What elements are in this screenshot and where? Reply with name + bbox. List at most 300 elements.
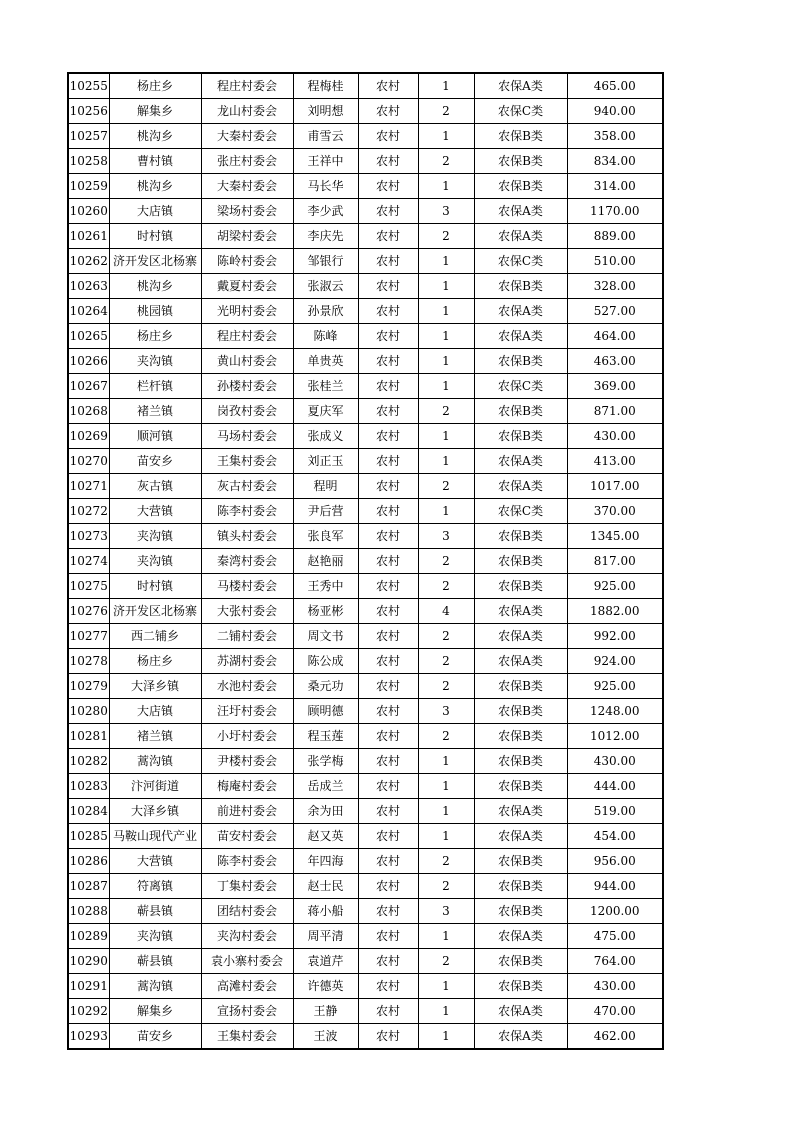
table-row bbox=[68, 924, 663, 949]
name-cell: 蒋小船 bbox=[293, 899, 358, 924]
type-cell: 农村 bbox=[358, 649, 418, 674]
count-cell: 3 bbox=[418, 899, 474, 924]
name-cell: 李少武 bbox=[293, 199, 358, 224]
village-cell: 梅庵村委会 bbox=[201, 774, 293, 799]
table-body bbox=[68, 73, 663, 1049]
amount-cell: 1345.00 bbox=[567, 524, 663, 549]
name-cell: 单贵英 bbox=[293, 349, 358, 374]
category-cell: 农保B类 bbox=[474, 574, 567, 599]
amount-cell: 924.00 bbox=[567, 649, 663, 674]
table-row bbox=[68, 574, 663, 599]
category-cell: 农保B类 bbox=[474, 724, 567, 749]
category-cell: 农保B类 bbox=[474, 424, 567, 449]
name-cell: 年四海 bbox=[293, 849, 358, 874]
name-cell: 周文书 bbox=[293, 624, 358, 649]
category-cell: 农保B类 bbox=[474, 899, 567, 924]
town-cell: 栏杆镇 bbox=[109, 374, 201, 399]
count-cell: 1 bbox=[418, 1024, 474, 1050]
category-cell: 农保A类 bbox=[474, 824, 567, 849]
count-cell: 1 bbox=[418, 999, 474, 1024]
amount-cell: 430.00 bbox=[567, 749, 663, 774]
category-cell: 农保B类 bbox=[474, 399, 567, 424]
name-cell: 甫雪云 bbox=[293, 124, 358, 149]
name-cell: 程梅桂 bbox=[293, 73, 358, 99]
type-cell: 农村 bbox=[358, 274, 418, 299]
amount-cell: 834.00 bbox=[567, 149, 663, 174]
amount-cell: 1012.00 bbox=[567, 724, 663, 749]
village-cell: 程庄村委会 bbox=[201, 324, 293, 349]
table-row bbox=[68, 349, 663, 374]
count-cell: 4 bbox=[418, 599, 474, 624]
row-id: 10262 bbox=[68, 249, 109, 274]
town-cell: 汴河街道 bbox=[109, 774, 201, 799]
town-cell: 桃沟乡 bbox=[109, 124, 201, 149]
type-cell: 农村 bbox=[358, 424, 418, 449]
category-cell: 农保B类 bbox=[474, 349, 567, 374]
amount-cell: 1200.00 bbox=[567, 899, 663, 924]
category-cell: 农保A类 bbox=[474, 649, 567, 674]
amount-cell: 510.00 bbox=[567, 249, 663, 274]
town-cell: 杨庄乡 bbox=[109, 649, 201, 674]
row-id: 10270 bbox=[68, 449, 109, 474]
type-cell: 农村 bbox=[358, 874, 418, 899]
table-row bbox=[68, 874, 663, 899]
type-cell: 农村 bbox=[358, 99, 418, 124]
row-id: 10273 bbox=[68, 524, 109, 549]
amount-cell: 462.00 bbox=[567, 1024, 663, 1050]
category-cell: 农保B类 bbox=[474, 174, 567, 199]
row-id: 10289 bbox=[68, 924, 109, 949]
table-row bbox=[68, 799, 663, 824]
count-cell: 1 bbox=[418, 249, 474, 274]
village-cell: 戴夏村委会 bbox=[201, 274, 293, 299]
category-cell: 农保A类 bbox=[474, 474, 567, 499]
town-cell: 蕲县镇 bbox=[109, 949, 201, 974]
table-row bbox=[68, 424, 663, 449]
row-id: 10293 bbox=[68, 1024, 109, 1050]
village-cell: 前进村委会 bbox=[201, 799, 293, 824]
town-cell: 夹沟镇 bbox=[109, 349, 201, 374]
count-cell: 1 bbox=[418, 299, 474, 324]
town-cell: 桃园镇 bbox=[109, 299, 201, 324]
row-id: 10282 bbox=[68, 749, 109, 774]
category-cell: 农保B类 bbox=[474, 849, 567, 874]
amount-cell: 527.00 bbox=[567, 299, 663, 324]
count-cell: 1 bbox=[418, 974, 474, 999]
type-cell: 农村 bbox=[358, 149, 418, 174]
town-cell: 时村镇 bbox=[109, 224, 201, 249]
village-cell: 大张村委会 bbox=[201, 599, 293, 624]
village-cell: 灰古村委会 bbox=[201, 474, 293, 499]
row-id: 10267 bbox=[68, 374, 109, 399]
count-cell: 2 bbox=[418, 399, 474, 424]
name-cell: 程玉莲 bbox=[293, 724, 358, 749]
name-cell: 尹后营 bbox=[293, 499, 358, 524]
category-cell: 农保A类 bbox=[474, 224, 567, 249]
name-cell: 赵艳丽 bbox=[293, 549, 358, 574]
count-cell: 1 bbox=[418, 349, 474, 374]
row-id: 10292 bbox=[68, 999, 109, 1024]
amount-cell: 944.00 bbox=[567, 874, 663, 899]
row-id: 10281 bbox=[68, 724, 109, 749]
amount-cell: 925.00 bbox=[567, 674, 663, 699]
village-cell: 大秦村委会 bbox=[201, 174, 293, 199]
type-cell: 农村 bbox=[358, 499, 418, 524]
data-table bbox=[67, 72, 664, 1050]
name-cell: 刘明想 bbox=[293, 99, 358, 124]
amount-cell: 817.00 bbox=[567, 549, 663, 574]
town-cell: 济开发区北杨寨 bbox=[109, 599, 201, 624]
count-cell: 2 bbox=[418, 674, 474, 699]
count-cell: 1 bbox=[418, 499, 474, 524]
category-cell: 农保A类 bbox=[474, 599, 567, 624]
category-cell: 农保B类 bbox=[474, 749, 567, 774]
town-cell: 解集乡 bbox=[109, 99, 201, 124]
town-cell: 灰古镇 bbox=[109, 474, 201, 499]
amount-cell: 956.00 bbox=[567, 849, 663, 874]
name-cell: 赵又英 bbox=[293, 824, 358, 849]
type-cell: 农村 bbox=[358, 199, 418, 224]
type-cell: 农村 bbox=[358, 724, 418, 749]
amount-cell: 470.00 bbox=[567, 999, 663, 1024]
village-cell: 夹沟村委会 bbox=[201, 924, 293, 949]
name-cell: 杨亚彬 bbox=[293, 599, 358, 624]
name-cell: 张桂兰 bbox=[293, 374, 358, 399]
village-cell: 陈李村委会 bbox=[201, 849, 293, 874]
category-cell: 农保B类 bbox=[474, 974, 567, 999]
table-row bbox=[68, 949, 663, 974]
table-row bbox=[68, 749, 663, 774]
row-id: 10268 bbox=[68, 399, 109, 424]
type-cell: 农村 bbox=[358, 849, 418, 874]
category-cell: 农保B类 bbox=[474, 124, 567, 149]
type-cell: 农村 bbox=[358, 999, 418, 1024]
town-cell: 蒿沟镇 bbox=[109, 974, 201, 999]
row-id: 10263 bbox=[68, 274, 109, 299]
table-row bbox=[68, 99, 663, 124]
name-cell: 邹银行 bbox=[293, 249, 358, 274]
count-cell: 2 bbox=[418, 724, 474, 749]
type-cell: 农村 bbox=[358, 299, 418, 324]
village-cell: 高滩村委会 bbox=[201, 974, 293, 999]
village-cell: 团结村委会 bbox=[201, 899, 293, 924]
village-cell: 张庄村委会 bbox=[201, 149, 293, 174]
town-cell: 顺河镇 bbox=[109, 424, 201, 449]
amount-cell: 454.00 bbox=[567, 824, 663, 849]
row-id: 10258 bbox=[68, 149, 109, 174]
count-cell: 3 bbox=[418, 699, 474, 724]
village-cell: 光明村委会 bbox=[201, 299, 293, 324]
type-cell: 农村 bbox=[358, 174, 418, 199]
count-cell: 1 bbox=[418, 449, 474, 474]
row-id: 10255 bbox=[68, 73, 109, 99]
category-cell: 农保A类 bbox=[474, 299, 567, 324]
town-cell: 符离镇 bbox=[109, 874, 201, 899]
category-cell: 农保A类 bbox=[474, 73, 567, 99]
type-cell: 农村 bbox=[358, 374, 418, 399]
village-cell: 袁小寨村委会 bbox=[201, 949, 293, 974]
type-cell: 农村 bbox=[358, 349, 418, 374]
count-cell: 3 bbox=[418, 199, 474, 224]
row-id: 10256 bbox=[68, 99, 109, 124]
type-cell: 农村 bbox=[358, 474, 418, 499]
type-cell: 农村 bbox=[358, 974, 418, 999]
type-cell: 农村 bbox=[358, 524, 418, 549]
table-row bbox=[68, 599, 663, 624]
table-row bbox=[68, 974, 663, 999]
table-row bbox=[68, 299, 663, 324]
row-id: 10261 bbox=[68, 224, 109, 249]
village-cell: 马场村委会 bbox=[201, 424, 293, 449]
village-cell: 丁集村委会 bbox=[201, 874, 293, 899]
name-cell: 桑元功 bbox=[293, 674, 358, 699]
type-cell: 农村 bbox=[358, 924, 418, 949]
town-cell: 苗安乡 bbox=[109, 449, 201, 474]
count-cell: 1 bbox=[418, 274, 474, 299]
table-row bbox=[68, 824, 663, 849]
count-cell: 1 bbox=[418, 774, 474, 799]
row-id: 10259 bbox=[68, 174, 109, 199]
name-cell: 张学梅 bbox=[293, 749, 358, 774]
name-cell: 孙景欣 bbox=[293, 299, 358, 324]
amount-cell: 519.00 bbox=[567, 799, 663, 824]
count-cell: 1 bbox=[418, 924, 474, 949]
count-cell: 2 bbox=[418, 149, 474, 174]
category-cell: 农保B类 bbox=[474, 524, 567, 549]
amount-cell: 444.00 bbox=[567, 774, 663, 799]
town-cell: 大泽乡镇 bbox=[109, 799, 201, 824]
count-cell: 2 bbox=[418, 874, 474, 899]
table-row bbox=[68, 774, 663, 799]
name-cell: 陈公成 bbox=[293, 649, 358, 674]
town-cell: 时村镇 bbox=[109, 574, 201, 599]
table-row bbox=[68, 849, 663, 874]
table-row bbox=[68, 374, 663, 399]
count-cell: 3 bbox=[418, 524, 474, 549]
category-cell: 农保C类 bbox=[474, 249, 567, 274]
town-cell: 蒿沟镇 bbox=[109, 749, 201, 774]
type-cell: 农村 bbox=[358, 824, 418, 849]
name-cell: 马长华 bbox=[293, 174, 358, 199]
amount-cell: 413.00 bbox=[567, 449, 663, 474]
town-cell: 桃沟乡 bbox=[109, 174, 201, 199]
count-cell: 2 bbox=[418, 849, 474, 874]
count-cell: 1 bbox=[418, 73, 474, 99]
count-cell: 1 bbox=[418, 124, 474, 149]
table-row bbox=[68, 899, 663, 924]
type-cell: 农村 bbox=[358, 624, 418, 649]
type-cell: 农村 bbox=[358, 949, 418, 974]
town-cell: 蕲县镇 bbox=[109, 899, 201, 924]
table-row bbox=[68, 1024, 663, 1050]
category-cell: 农保A类 bbox=[474, 999, 567, 1024]
amount-cell: 940.00 bbox=[567, 99, 663, 124]
town-cell: 大泽乡镇 bbox=[109, 674, 201, 699]
town-cell: 西二铺乡 bbox=[109, 624, 201, 649]
village-cell: 王集村委会 bbox=[201, 449, 293, 474]
row-id: 10265 bbox=[68, 324, 109, 349]
town-cell: 曹村镇 bbox=[109, 149, 201, 174]
type-cell: 农村 bbox=[358, 674, 418, 699]
village-cell: 尹楼村委会 bbox=[201, 749, 293, 774]
row-id: 10271 bbox=[68, 474, 109, 499]
name-cell: 王秀中 bbox=[293, 574, 358, 599]
type-cell: 农村 bbox=[358, 449, 418, 474]
amount-cell: 871.00 bbox=[567, 399, 663, 424]
row-id: 10276 bbox=[68, 599, 109, 624]
category-cell: 农保B类 bbox=[474, 149, 567, 174]
count-cell: 2 bbox=[418, 474, 474, 499]
type-cell: 农村 bbox=[358, 249, 418, 274]
category-cell: 农保B类 bbox=[474, 549, 567, 574]
name-cell: 余为田 bbox=[293, 799, 358, 824]
row-id: 10269 bbox=[68, 424, 109, 449]
category-cell: 农保B类 bbox=[474, 699, 567, 724]
amount-cell: 475.00 bbox=[567, 924, 663, 949]
category-cell: 农保C类 bbox=[474, 499, 567, 524]
category-cell: 农保B类 bbox=[474, 274, 567, 299]
row-id: 10278 bbox=[68, 649, 109, 674]
name-cell: 张良军 bbox=[293, 524, 358, 549]
category-cell: 农保A类 bbox=[474, 449, 567, 474]
category-cell: 农保A类 bbox=[474, 199, 567, 224]
town-cell: 杨庄乡 bbox=[109, 73, 201, 99]
name-cell: 张成义 bbox=[293, 424, 358, 449]
count-cell: 2 bbox=[418, 549, 474, 574]
amount-cell: 1248.00 bbox=[567, 699, 663, 724]
category-cell: 农保A类 bbox=[474, 324, 567, 349]
count-cell: 2 bbox=[418, 649, 474, 674]
town-cell: 济开发区北杨寨 bbox=[109, 249, 201, 274]
type-cell: 农村 bbox=[358, 549, 418, 574]
village-cell: 小圩村委会 bbox=[201, 724, 293, 749]
village-cell: 大秦村委会 bbox=[201, 124, 293, 149]
count-cell: 1 bbox=[418, 799, 474, 824]
row-id: 10277 bbox=[68, 624, 109, 649]
category-cell: 农保A类 bbox=[474, 799, 567, 824]
table-row bbox=[68, 724, 663, 749]
village-cell: 黄山村委会 bbox=[201, 349, 293, 374]
amount-cell: 370.00 bbox=[567, 499, 663, 524]
category-cell: 农保A类 bbox=[474, 924, 567, 949]
type-cell: 农村 bbox=[358, 699, 418, 724]
count-cell: 1 bbox=[418, 174, 474, 199]
town-cell: 苗安乡 bbox=[109, 1024, 201, 1050]
town-cell: 桃沟乡 bbox=[109, 274, 201, 299]
type-cell: 农村 bbox=[358, 1024, 418, 1050]
row-id: 10275 bbox=[68, 574, 109, 599]
village-cell: 陈李村委会 bbox=[201, 499, 293, 524]
amount-cell: 430.00 bbox=[567, 424, 663, 449]
row-id: 10286 bbox=[68, 849, 109, 874]
row-id: 10257 bbox=[68, 124, 109, 149]
type-cell: 农村 bbox=[358, 399, 418, 424]
name-cell: 许德英 bbox=[293, 974, 358, 999]
row-id: 10290 bbox=[68, 949, 109, 974]
table-row bbox=[68, 124, 663, 149]
count-cell: 1 bbox=[418, 824, 474, 849]
table-row bbox=[68, 474, 663, 499]
amount-cell: 465.00 bbox=[567, 73, 663, 99]
count-cell: 1 bbox=[418, 374, 474, 399]
name-cell: 陈峰 bbox=[293, 324, 358, 349]
count-cell: 1 bbox=[418, 424, 474, 449]
town-cell: 褚兰镇 bbox=[109, 399, 201, 424]
category-cell: 农保B类 bbox=[474, 874, 567, 899]
town-cell: 褚兰镇 bbox=[109, 724, 201, 749]
town-cell: 马鞍山现代产业 bbox=[109, 824, 201, 849]
name-cell: 张淑云 bbox=[293, 274, 358, 299]
count-cell: 2 bbox=[418, 574, 474, 599]
name-cell: 赵士民 bbox=[293, 874, 358, 899]
name-cell: 刘正玉 bbox=[293, 449, 358, 474]
table-row bbox=[68, 449, 663, 474]
table-row bbox=[68, 699, 663, 724]
name-cell: 王祥中 bbox=[293, 149, 358, 174]
amount-cell: 1170.00 bbox=[567, 199, 663, 224]
row-id: 10280 bbox=[68, 699, 109, 724]
village-cell: 汪圩村委会 bbox=[201, 699, 293, 724]
type-cell: 农村 bbox=[358, 574, 418, 599]
amount-cell: 464.00 bbox=[567, 324, 663, 349]
table-row bbox=[68, 674, 663, 699]
village-cell: 程庄村委会 bbox=[201, 73, 293, 99]
village-cell: 马楼村委会 bbox=[201, 574, 293, 599]
village-cell: 王集村委会 bbox=[201, 1024, 293, 1050]
name-cell: 岳成兰 bbox=[293, 774, 358, 799]
village-cell: 岗孜村委会 bbox=[201, 399, 293, 424]
table-row bbox=[68, 199, 663, 224]
amount-cell: 992.00 bbox=[567, 624, 663, 649]
amount-cell: 369.00 bbox=[567, 374, 663, 399]
village-cell: 陈岭村委会 bbox=[201, 249, 293, 274]
amount-cell: 314.00 bbox=[567, 174, 663, 199]
town-cell: 大店镇 bbox=[109, 699, 201, 724]
table-row bbox=[68, 274, 663, 299]
type-cell: 农村 bbox=[358, 73, 418, 99]
table-row bbox=[68, 174, 663, 199]
town-cell: 夹沟镇 bbox=[109, 924, 201, 949]
table-row bbox=[68, 624, 663, 649]
town-cell: 大营镇 bbox=[109, 499, 201, 524]
table-row bbox=[68, 649, 663, 674]
type-cell: 农村 bbox=[358, 749, 418, 774]
village-cell: 水池村委会 bbox=[201, 674, 293, 699]
type-cell: 农村 bbox=[358, 599, 418, 624]
count-cell: 1 bbox=[418, 324, 474, 349]
row-id: 10288 bbox=[68, 899, 109, 924]
count-cell: 1 bbox=[418, 749, 474, 774]
amount-cell: 1882.00 bbox=[567, 599, 663, 624]
name-cell: 李庆先 bbox=[293, 224, 358, 249]
category-cell: 农保B类 bbox=[474, 949, 567, 974]
amount-cell: 358.00 bbox=[567, 124, 663, 149]
type-cell: 农村 bbox=[358, 124, 418, 149]
row-id: 10284 bbox=[68, 799, 109, 824]
table-row bbox=[68, 549, 663, 574]
name-cell: 王波 bbox=[293, 1024, 358, 1050]
town-cell: 大营镇 bbox=[109, 849, 201, 874]
category-cell: 农保C类 bbox=[474, 374, 567, 399]
name-cell: 顾明德 bbox=[293, 699, 358, 724]
row-id: 10260 bbox=[68, 199, 109, 224]
amount-cell: 925.00 bbox=[567, 574, 663, 599]
table-row bbox=[68, 249, 663, 274]
table-row bbox=[68, 399, 663, 424]
row-id: 10266 bbox=[68, 349, 109, 374]
name-cell: 袁道芹 bbox=[293, 949, 358, 974]
row-id: 10264 bbox=[68, 299, 109, 324]
